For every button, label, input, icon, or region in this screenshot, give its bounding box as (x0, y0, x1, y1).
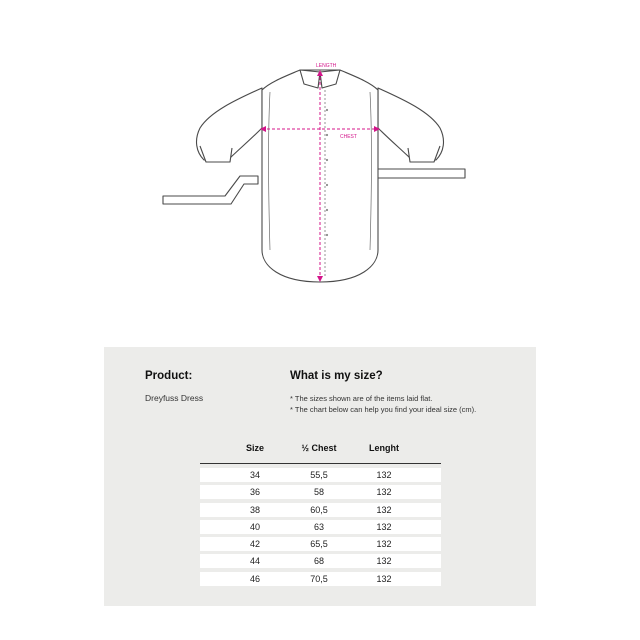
cell-length: 132 (376, 539, 392, 550)
table-row (200, 572, 441, 586)
table-row (200, 485, 441, 499)
cell-chest: 58 (313, 487, 325, 498)
cell-size: 46 (249, 573, 261, 584)
cell-size: 36 (249, 487, 261, 498)
table-row (200, 537, 441, 551)
cell-chest: 60,5 (310, 504, 328, 515)
cell-length: 132 (376, 487, 392, 498)
dress-body (262, 70, 378, 282)
size-table (200, 443, 441, 589)
cell-length: 132 (376, 504, 392, 515)
cell-size: 40 (249, 521, 261, 532)
cell-size: 34 (249, 470, 261, 480)
header-chest: ½ Chest (301, 443, 337, 453)
belt-right (375, 169, 465, 178)
cell-chest: 55,5 (310, 470, 328, 480)
table-row (200, 503, 441, 517)
cell-size: 42 (249, 539, 261, 550)
cell-chest: 65,5 (310, 539, 328, 550)
product-heading: Product: (145, 370, 193, 382)
size-heading: What is my size? (290, 370, 383, 382)
size-note: * The sizes shown are of the items laid flat. (290, 394, 433, 403)
cell-length: 132 (376, 521, 392, 532)
size-note: * The chart below can help you find your ideal size (cm). (290, 405, 477, 414)
left-cuff (200, 146, 232, 162)
cell-size: 38 (249, 504, 261, 515)
table-row (200, 520, 441, 534)
length-label: LENGTH (316, 63, 337, 69)
cell-chest: 70,5 (310, 573, 328, 584)
right-cuff (408, 146, 440, 162)
cell-size: 44 (249, 556, 261, 567)
product-name: Dreyfuss Dress (145, 393, 204, 403)
table-row (200, 468, 441, 482)
size-table-header (200, 443, 441, 463)
size-notes (290, 393, 476, 415)
belt-left (163, 176, 258, 204)
cell-chest: 63 (313, 521, 325, 532)
table-row (200, 554, 441, 568)
cell-length: 132 (376, 573, 392, 584)
cell-length: 132 (376, 556, 392, 567)
header-length: Lenght (369, 443, 399, 453)
cell-length: 132 (376, 470, 392, 480)
chest-label: CHEST (340, 134, 357, 140)
size-info-panel (104, 347, 536, 606)
header-size: Size (245, 443, 265, 453)
header-divider (200, 463, 441, 464)
cell-chest: 68 (313, 556, 325, 567)
